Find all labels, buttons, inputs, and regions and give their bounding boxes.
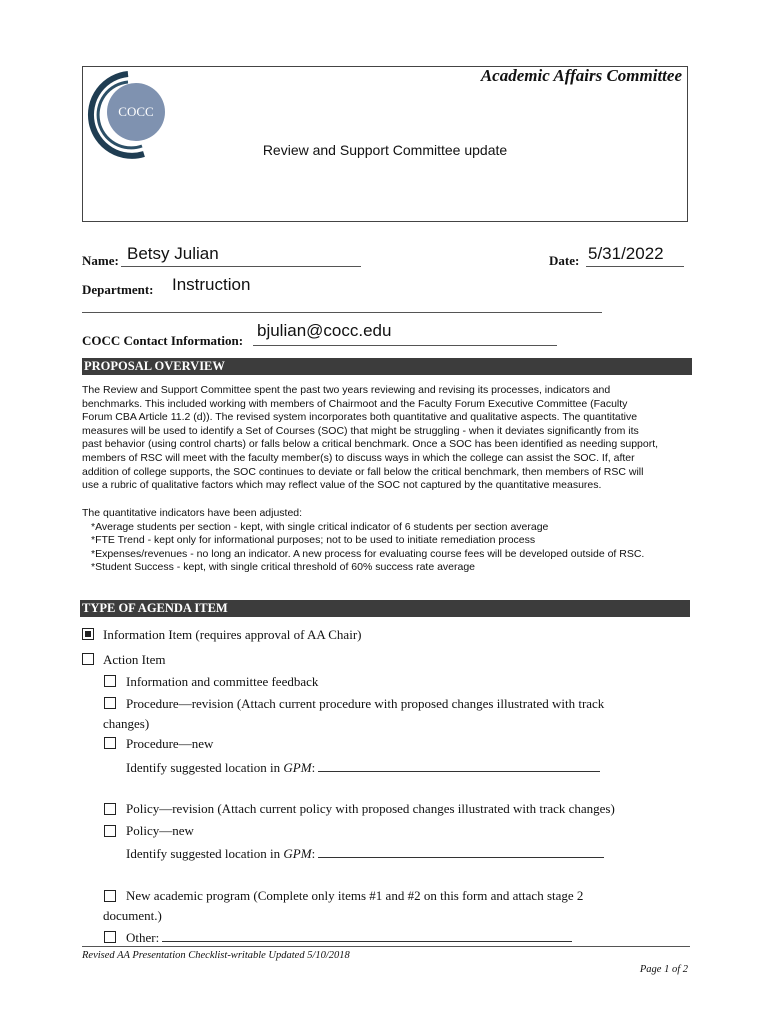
policy-revision-label: Policy—revision (Attach current policy with proposed changes illustrated with track changes): [126, 801, 615, 816]
policy-new-checkbox[interactable]: [104, 825, 116, 837]
contact-value: bjulian@cocc.edu: [257, 321, 392, 340]
paragraph-line: past behavior (using control charts) or falls below a critical benchmark. Once a SOC has been identified as needing support,: [82, 438, 659, 451]
indicator-item: *Average students per section - kept, with single critical indicator of 6 students per section average: [91, 520, 549, 533]
paragraph-line: The Review and Support Committee spent the past two years reviewing and revising its processes, indicators and: [82, 384, 611, 396]
procedure-new-label: Procedure—new: [126, 736, 214, 751]
gpm-colon: :: [311, 760, 316, 775]
policy-new-label: Policy—new: [126, 823, 194, 838]
name-field[interactable]: [121, 243, 361, 267]
paragraph-line: measures will be used to identify a Set of Courses (SOC) that might be struggling - when it deviates significantly from its: [82, 424, 639, 437]
contact-field[interactable]: [253, 320, 557, 346]
department-underline: [82, 300, 602, 313]
indicator-item: *Expenses/revenues - no long an indicator. A new process for evaluating course fees will be developed outside of RSC.: [91, 547, 645, 560]
new-program-label: New academic program (Complete only items #1 and #2 on this form and attach stage 2: [126, 888, 584, 903]
action-item-checkbox[interactable]: [82, 653, 94, 665]
policy-gpm-input[interactable]: [318, 845, 604, 858]
other-text: Other:: [126, 930, 160, 945]
department-value[interactable]: Instruction: [172, 275, 251, 294]
header-subtitle: Review and Support Committee update: [262, 142, 508, 158]
indicator-item: *Student Success - kept, with single critical threshold of 60% success rate average: [91, 561, 476, 574]
other-label: [126, 929, 572, 946]
procedure-revision-label: Procedure—revision (Attach current procedure with proposed changes illustrated with track: [126, 696, 605, 711]
policy-revision-checkbox[interactable]: [104, 803, 116, 815]
date-label: Date:: [549, 253, 580, 268]
action-item-label: Action Item: [103, 652, 166, 667]
gpm-prefix: Identify suggested location in: [126, 760, 284, 775]
proposal-overview-heading: PROPOSAL OVERVIEW: [82, 358, 692, 375]
proposal-paragraph: [82, 384, 712, 493]
paragraph-line: benchmarks. This included working with members of Chairmoot and the Faculty Forum Executive Committee (Faculty: [82, 397, 628, 410]
footer-revision-note: Revised AA Presentation Checklist-writable Updated 5/10/2018: [82, 950, 350, 961]
other-input[interactable]: [162, 929, 572, 942]
paragraph-line: use a rubric of qualitative factors which may reflect value of the SOC not captured by the quantitative measures.: [82, 479, 602, 492]
gpm-colon: :: [311, 846, 316, 861]
procedure-new-checkbox[interactable]: [104, 737, 116, 749]
name-value: Betsy Julian: [127, 244, 219, 263]
procedure-revision-label-cont: changes): [103, 716, 150, 731]
paragraph-line: addition of college supports, the SOC continues to deviate or fall below the critical benchmark, then members of RSC will: [82, 465, 644, 478]
department-label: Department:: [82, 282, 154, 297]
other-checkbox[interactable]: [104, 931, 116, 943]
procedure-gpm-location: [126, 759, 600, 776]
indicator-item: *FTE Trend - kept only for informational purposes; not to be used to initiate remediation process: [91, 534, 536, 547]
info-feedback-checkbox[interactable]: [104, 675, 116, 687]
procedure-gpm-input[interactable]: [318, 759, 600, 772]
gpm-italic: GPM: [283, 760, 312, 775]
new-program-label-cont: document.): [103, 908, 162, 923]
paragraph-line: Forum CBA Article 11.2 (d)). The revised system incorporates both quantitative and qualitative aspects. The quantitative: [82, 411, 638, 424]
contact-label: COCC Contact Information:: [82, 333, 244, 348]
agenda-type-heading: TYPE OF AGENDA ITEM: [80, 600, 690, 617]
gpm-italic: GPM: [283, 846, 312, 861]
gpm-prefix: Identify suggested location in: [126, 846, 284, 861]
information-item-label: Information Item (requires approval of AA Chair): [103, 627, 362, 642]
page-number: Page 1 of 2: [639, 964, 688, 975]
paragraph-line: members of RSC will meet with the faculty member(s) to discuss ways in which the college can assist the SOC. If, after: [82, 451, 635, 464]
logo-text: COCC: [118, 104, 154, 119]
header-title: Academic Affairs Committee: [480, 66, 682, 85]
info-feedback-label: Information and committee feedback: [126, 674, 319, 689]
information-item-checkbox[interactable]: [82, 628, 94, 640]
new-program-checkbox[interactable]: [104, 890, 116, 902]
name-label: Name:: [82, 253, 119, 268]
indicators-intro: The quantitative indicators have been adjusted:: [82, 507, 303, 519]
date-value: 5/31/2022: [588, 244, 664, 263]
indicators-block: [82, 507, 712, 575]
footer-divider: [82, 946, 690, 947]
date-field[interactable]: [586, 243, 684, 267]
policy-gpm-location: [126, 845, 604, 862]
procedure-revision-checkbox[interactable]: [104, 697, 116, 709]
